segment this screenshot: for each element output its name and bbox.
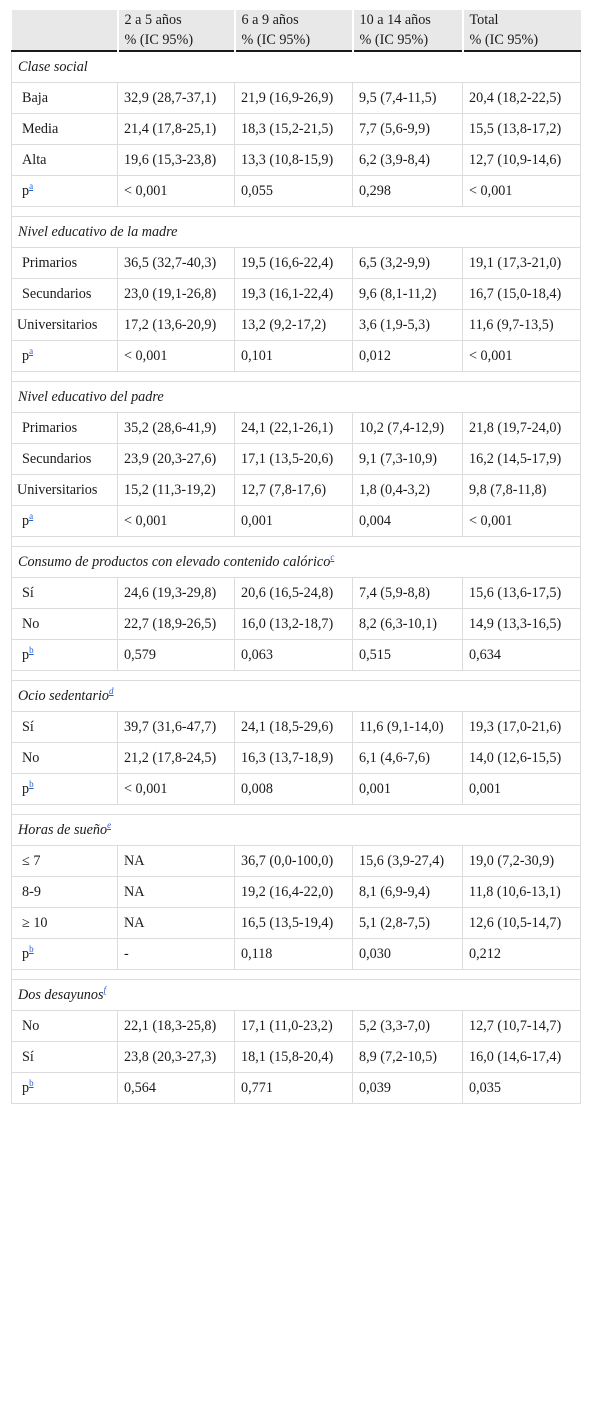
- table-cell: 0,035: [463, 1073, 581, 1104]
- spacer-cell: [353, 537, 463, 547]
- row-label: [12, 640, 118, 671]
- table-cell: 16,3 (13,7-18,9): [235, 743, 353, 774]
- table-row: [12, 475, 581, 506]
- table-cell: 0,634: [463, 640, 581, 671]
- table-cell: 11,6 (9,7-13,5): [463, 310, 581, 341]
- section-header-row: [12, 815, 581, 846]
- table-cell: 22,7 (18,9-26,5): [118, 609, 235, 640]
- row-label-text: Sí: [22, 1049, 34, 1065]
- row-label-text: p: [22, 946, 30, 962]
- row-label-text: p: [22, 781, 30, 797]
- table-cell: 0,039: [353, 1073, 463, 1104]
- table-cell: 19,1 (17,3-21,0): [463, 248, 581, 279]
- table-cell: 0,564: [118, 1073, 235, 1104]
- row-label-text: p: [22, 183, 30, 199]
- table-cell: 21,2 (17,8-24,5): [118, 743, 235, 774]
- section-title-text: Dos desayunos: [18, 987, 104, 1003]
- table-cell: 14,9 (13,3-16,5): [463, 609, 581, 640]
- table-cell: 0,579: [118, 640, 235, 671]
- spacer-cell: [235, 970, 353, 980]
- table-cell: < 0,001: [118, 341, 235, 372]
- table-cell: < 0,001: [463, 506, 581, 537]
- table-cell: 0,515: [353, 640, 463, 671]
- table-cell: 21,9 (16,9-26,9): [235, 83, 353, 114]
- header-cell-2-5: 2 a 5 años % (IC 95%): [118, 10, 235, 51]
- row-label: [12, 1042, 118, 1073]
- row-label: [12, 413, 118, 444]
- table-cell: 11,6 (9,1-14,0): [353, 712, 463, 743]
- section-title: [12, 217, 581, 248]
- row-label: [12, 248, 118, 279]
- table-row: [12, 1042, 581, 1073]
- table-cell: -: [118, 939, 235, 970]
- row-label: [12, 279, 118, 310]
- table-cell: 19,3 (16,1-22,4): [235, 279, 353, 310]
- table-cell: 12,6 (10,5-14,7): [463, 908, 581, 939]
- table-row: [12, 609, 581, 640]
- row-label-text: p: [22, 513, 30, 529]
- table-row: [12, 578, 581, 609]
- table-cell: 19,3 (17,0-21,6): [463, 712, 581, 743]
- row-label: [12, 712, 118, 743]
- row-label-text: Universitarios: [17, 482, 98, 498]
- table-cell: 0,030: [353, 939, 463, 970]
- table-cell: 13,2 (9,2-17,2): [235, 310, 353, 341]
- section-title: [12, 547, 581, 578]
- spacer-cell: [353, 372, 463, 382]
- table-row: [12, 877, 581, 908]
- table-row: [12, 908, 581, 939]
- table-row: [12, 279, 581, 310]
- table-cell: 5,1 (2,8-7,5): [353, 908, 463, 939]
- table-row: [12, 743, 581, 774]
- section-spacer: [12, 207, 581, 217]
- table-cell: 20,6 (16,5-24,8): [235, 578, 353, 609]
- table-cell: 6,2 (3,9-8,4): [353, 145, 463, 176]
- table-cell: 18,3 (15,2-21,5): [235, 114, 353, 145]
- table-cell: 12,7 (10,9-14,6): [463, 145, 581, 176]
- spacer-cell: [118, 805, 235, 815]
- row-label: [12, 1073, 118, 1104]
- table-cell: 19,2 (16,4-22,0): [235, 877, 353, 908]
- footnote-link[interactable]: a: [29, 346, 34, 356]
- table-cell: 22,1 (18,3-25,8): [118, 1011, 235, 1042]
- row-label-text: Media: [22, 121, 59, 137]
- row-label-text: p: [22, 1080, 30, 1096]
- table-cell: 36,5 (32,7-40,3): [118, 248, 235, 279]
- table-cell: < 0,001: [463, 176, 581, 207]
- section-header-row: [12, 51, 581, 83]
- section-title: [12, 681, 581, 712]
- table-cell: 0,101: [235, 341, 353, 372]
- table-cell: < 0,001: [118, 176, 235, 207]
- row-label-text: Secundarios: [22, 451, 92, 467]
- table-cell: 0,001: [235, 506, 353, 537]
- table-cell: 17,1 (11,0-23,2): [235, 1011, 353, 1042]
- table-row: [12, 1073, 581, 1104]
- table-cell: 24,1 (18,5-29,6): [235, 712, 353, 743]
- section-spacer: [12, 537, 581, 547]
- row-label: [12, 609, 118, 640]
- table-cell: 36,7 (0,0-100,0): [235, 846, 353, 877]
- row-label: [12, 578, 118, 609]
- table-cell: 9,8 (7,8-11,8): [463, 475, 581, 506]
- table-cell: 32,9 (28,7-37,1): [118, 83, 235, 114]
- row-label-text: Primarios: [22, 420, 78, 436]
- row-label: [12, 908, 118, 939]
- table-row: [12, 1011, 581, 1042]
- table-cell: < 0,001: [118, 774, 235, 805]
- table-cell: 39,7 (31,6-47,7): [118, 712, 235, 743]
- table-cell: 15,6 (3,9-27,4): [353, 846, 463, 877]
- table-cell: 0,118: [235, 939, 353, 970]
- row-label-text: Baja: [22, 90, 48, 106]
- table-row: [12, 712, 581, 743]
- table-cell: 5,2 (3,3-7,0): [353, 1011, 463, 1042]
- row-label: [12, 743, 118, 774]
- footnote-link[interactable]: b: [29, 645, 34, 655]
- row-label: [12, 506, 118, 537]
- section-title: [12, 815, 581, 846]
- row-label-text: No: [22, 750, 40, 766]
- spacer-cell: [235, 207, 353, 217]
- table-cell: 0,004: [353, 506, 463, 537]
- table-cell: 9,6 (8,1-11,2): [353, 279, 463, 310]
- table-cell: 16,7 (15,0-18,4): [463, 279, 581, 310]
- table-row: [12, 176, 581, 207]
- section-header-row: [12, 681, 581, 712]
- header-cell-6-9: 6 a 9 años % (IC 95%): [235, 10, 353, 51]
- table-cell: 12,7 (10,7-14,7): [463, 1011, 581, 1042]
- table-cell: NA: [118, 877, 235, 908]
- row-label: [12, 444, 118, 475]
- section-spacer: [12, 372, 581, 382]
- section-title-text: Consumo de productos con elevado contenido calórico: [18, 554, 331, 570]
- table-cell: 15,6 (13,6-17,5): [463, 578, 581, 609]
- table-cell: 6,1 (4,6-7,6): [353, 743, 463, 774]
- row-label: [12, 939, 118, 970]
- spacer-cell: [118, 372, 235, 382]
- section-header-row: [12, 547, 581, 578]
- spacer-cell: [235, 671, 353, 681]
- spacer-cell: [353, 970, 463, 980]
- table-cell: 9,1 (7,3-10,9): [353, 444, 463, 475]
- row-label: [12, 114, 118, 145]
- table-row: [12, 83, 581, 114]
- table-cell: 0,008: [235, 774, 353, 805]
- section-spacer: [12, 671, 581, 681]
- table-cell: 8,1 (6,9-9,4): [353, 877, 463, 908]
- table-cell: 19,0 (7,2-30,9): [463, 846, 581, 877]
- table-cell: 10,2 (7,4-12,9): [353, 413, 463, 444]
- row-label-text: Secundarios: [22, 286, 92, 302]
- row-label: [12, 341, 118, 372]
- table-body: [12, 51, 581, 1104]
- row-label-text: Sí: [22, 585, 34, 601]
- table-cell: 23,9 (20,3-27,6): [118, 444, 235, 475]
- row-label-text: p: [22, 348, 30, 364]
- spacer-cell: [463, 372, 581, 382]
- spacer-cell: [118, 671, 235, 681]
- table-cell: 20,4 (18,2-22,5): [463, 83, 581, 114]
- spacer-cell: [235, 537, 353, 547]
- spacer-cell: [235, 805, 353, 815]
- row-label: [12, 310, 118, 341]
- section-title-text: Horas de sueño: [18, 822, 108, 838]
- table-row: [12, 506, 581, 537]
- table-cell: 19,6 (15,3-23,8): [118, 145, 235, 176]
- table-cell: 7,7 (5,6-9,9): [353, 114, 463, 145]
- table-cell: 0,298: [353, 176, 463, 207]
- footnote-link[interactable]: b: [29, 944, 34, 954]
- footnote-link[interactable]: a: [29, 511, 34, 521]
- spacer-cell: [353, 671, 463, 681]
- section-title-text: Nivel educativo de la madre: [18, 224, 178, 240]
- row-label: [12, 1011, 118, 1042]
- row-label-text: Universitarios: [17, 317, 98, 333]
- table-cell: 0,001: [463, 774, 581, 805]
- section-header-row: [12, 382, 581, 413]
- section-title: [12, 980, 581, 1011]
- table-cell: 23,0 (19,1-26,8): [118, 279, 235, 310]
- table-cell: 21,4 (17,8-25,1): [118, 114, 235, 145]
- table-row: [12, 145, 581, 176]
- table-cell: 13,3 (10,8-15,9): [235, 145, 353, 176]
- table-row: [12, 774, 581, 805]
- spacer-cell: [12, 207, 118, 217]
- footnote-link[interactable]: f: [103, 985, 107, 995]
- table-cell: 11,8 (10,6-13,1): [463, 877, 581, 908]
- row-label: [12, 83, 118, 114]
- table-row: [12, 114, 581, 145]
- table-cell: < 0,001: [118, 506, 235, 537]
- row-label: [12, 176, 118, 207]
- table-cell: 0,012: [353, 341, 463, 372]
- spacer-cell: [463, 207, 581, 217]
- table-cell: 16,2 (14,5-17,9): [463, 444, 581, 475]
- row-label: [12, 877, 118, 908]
- table-row: [12, 640, 581, 671]
- table-cell: 0,063: [235, 640, 353, 671]
- table-cell: 3,6 (1,9-5,3): [353, 310, 463, 341]
- header-cell-10-14: 10 a 14 años % (IC 95%): [353, 10, 463, 51]
- table-row: [12, 413, 581, 444]
- row-label: [12, 145, 118, 176]
- footnote-link[interactable]: d: [109, 686, 114, 696]
- row-label-text: Alta: [22, 152, 47, 168]
- table-cell: 0,055: [235, 176, 353, 207]
- row-label-text: p: [22, 647, 30, 663]
- footnote-link[interactable]: c: [330, 552, 335, 562]
- table-cell: 1,8 (0,4-3,2): [353, 475, 463, 506]
- spacer-cell: [463, 805, 581, 815]
- table-cell: 21,8 (19,7-24,0): [463, 413, 581, 444]
- row-label-text: ≥ 10: [22, 915, 48, 931]
- table-cell: NA: [118, 908, 235, 939]
- spacer-cell: [12, 970, 118, 980]
- spacer-cell: [353, 207, 463, 217]
- spacer-cell: [463, 671, 581, 681]
- row-label: [12, 846, 118, 877]
- table-cell: 7,4 (5,9-8,8): [353, 578, 463, 609]
- spacer-cell: [12, 805, 118, 815]
- table-cell: 15,5 (13,8-17,2): [463, 114, 581, 145]
- footnote-link[interactable]: a: [29, 181, 34, 191]
- table-cell: 24,1 (22,1-26,1): [235, 413, 353, 444]
- table-row: [12, 310, 581, 341]
- table-cell: 0,001: [353, 774, 463, 805]
- spacer-cell: [235, 372, 353, 382]
- spacer-cell: [118, 970, 235, 980]
- spacer-cell: [12, 537, 118, 547]
- prevalence-table: [11, 10, 581, 1104]
- table-cell: 9,5 (7,4-11,5): [353, 83, 463, 114]
- spacer-cell: [12, 372, 118, 382]
- section-title-text: Ocio sedentario: [18, 688, 110, 704]
- table-cell: 6,5 (3,2-9,9): [353, 248, 463, 279]
- row-label: [12, 774, 118, 805]
- table-cell: 0,212: [463, 939, 581, 970]
- table-cell: 23,8 (20,3-27,3): [118, 1042, 235, 1073]
- spacer-cell: [118, 207, 235, 217]
- row-label-text: No: [22, 616, 40, 632]
- table-cell: < 0,001: [463, 341, 581, 372]
- table-cell: 17,1 (13,5-20,6): [235, 444, 353, 475]
- row-label-text: No: [22, 1018, 40, 1034]
- spacer-cell: [118, 537, 235, 547]
- section-title: [12, 382, 581, 413]
- row-label-text: ≤ 7: [22, 853, 41, 869]
- table-row: [12, 939, 581, 970]
- table-row: [12, 248, 581, 279]
- spacer-cell: [463, 970, 581, 980]
- table-row: [12, 846, 581, 877]
- table-cell: 8,9 (7,2-10,5): [353, 1042, 463, 1073]
- table-cell: 17,2 (13,6-20,9): [118, 310, 235, 341]
- section-header-row: [12, 217, 581, 248]
- table-cell: 16,5 (13,5-19,4): [235, 908, 353, 939]
- row-label-text: 8-9: [22, 884, 41, 900]
- table-cell: 16,0 (14,6-17,4): [463, 1042, 581, 1073]
- row-label-text: Sí: [22, 719, 34, 735]
- spacer-cell: [353, 805, 463, 815]
- table-cell: 35,2 (28,6-41,9): [118, 413, 235, 444]
- section-spacer: [12, 970, 581, 980]
- section-spacer: [12, 805, 581, 815]
- section-title-text: Nivel educativo del padre: [18, 389, 164, 405]
- table-cell: 8,2 (6,3-10,1): [353, 609, 463, 640]
- table-row: [12, 341, 581, 372]
- row-label-text: Primarios: [22, 255, 78, 271]
- section-title-text: Clase social: [18, 59, 88, 75]
- table-cell: 0,771: [235, 1073, 353, 1104]
- table-header: [12, 10, 581, 51]
- table-cell: 24,6 (19,3-29,8): [118, 578, 235, 609]
- table-cell: 18,1 (15,8-20,4): [235, 1042, 353, 1073]
- table-cell: NA: [118, 846, 235, 877]
- table-cell: 12,7 (7,8-17,6): [235, 475, 353, 506]
- header-cell-empty: [12, 10, 118, 51]
- footnote-link[interactable]: b: [29, 779, 34, 789]
- header-cell-total: Total % (IC 95%): [463, 10, 581, 51]
- footnote-link[interactable]: b: [29, 1078, 34, 1088]
- table-cell: 14,0 (12,6-15,5): [463, 743, 581, 774]
- spacer-cell: [12, 671, 118, 681]
- section-header-row: [12, 980, 581, 1011]
- table-row: [12, 444, 581, 475]
- footnote-link[interactable]: e: [107, 820, 112, 830]
- table-cell: 16,0 (13,2-18,7): [235, 609, 353, 640]
- section-title: [12, 51, 581, 83]
- spacer-cell: [463, 537, 581, 547]
- table-cell: 19,5 (16,6-22,4): [235, 248, 353, 279]
- row-label: [12, 475, 118, 506]
- table-cell: 15,2 (11,3-19,2): [118, 475, 235, 506]
